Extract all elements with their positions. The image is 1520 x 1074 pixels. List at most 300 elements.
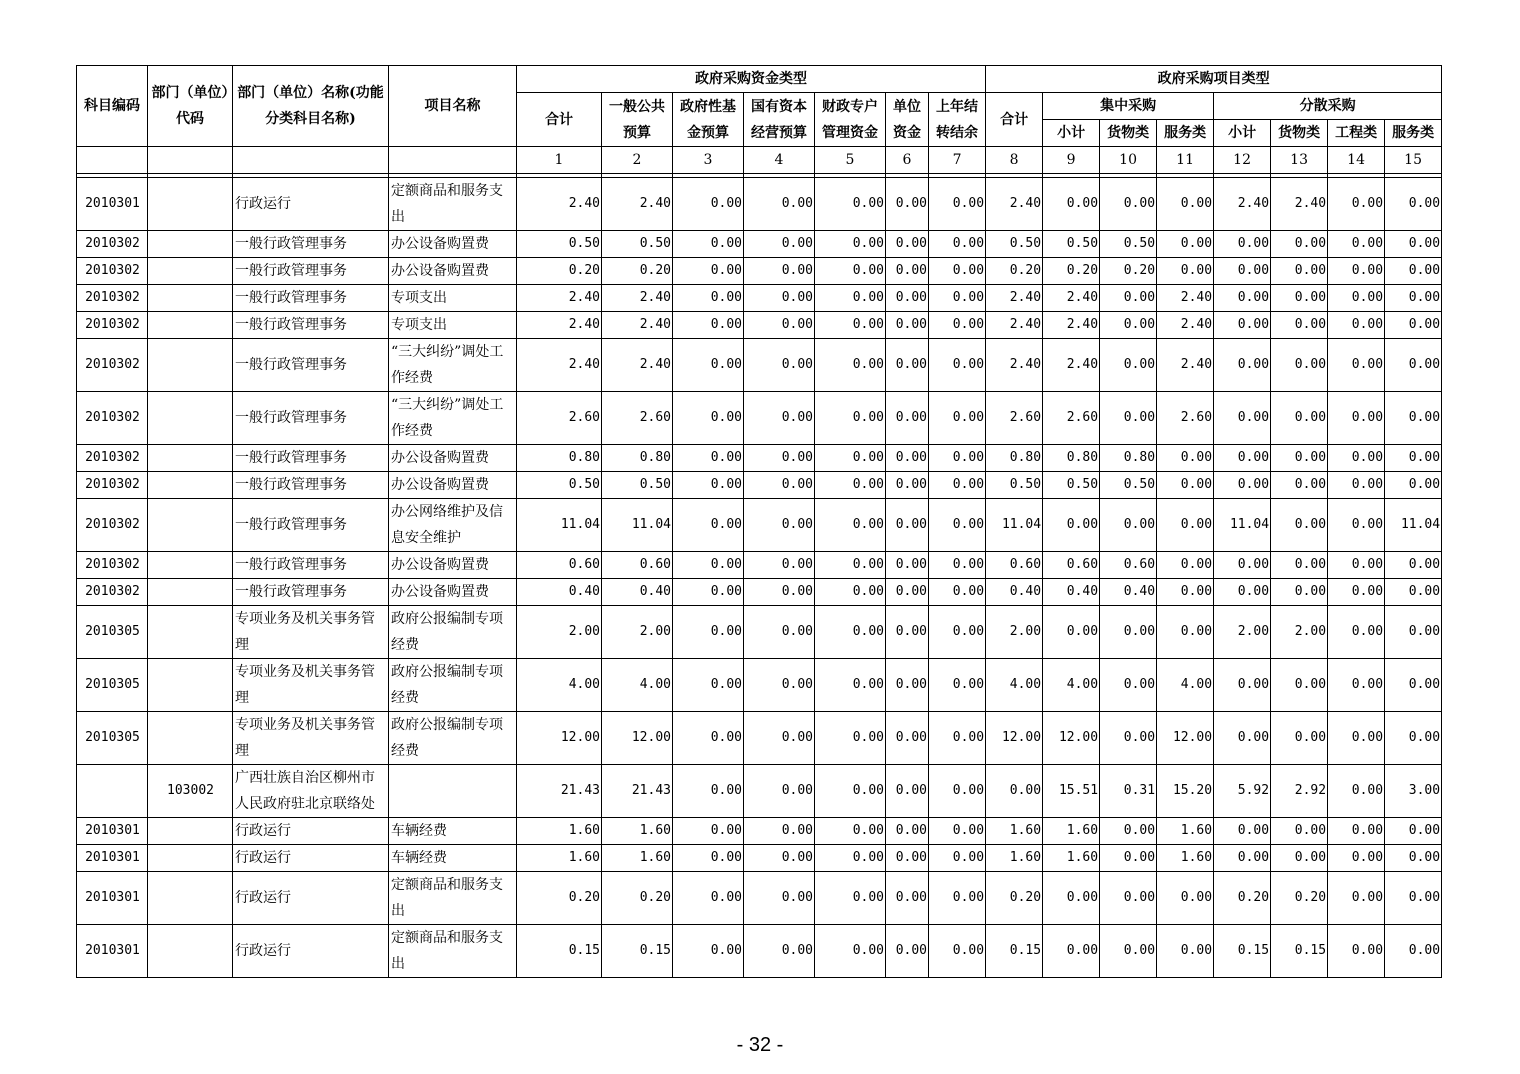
value-cell: 2.40 (602, 339, 673, 392)
value-cell: 0.00 (1271, 552, 1328, 579)
value-cell: 4.00 (1043, 659, 1100, 712)
value-cell: 0.00 (1043, 872, 1100, 925)
value-cell: 2.40 (1157, 312, 1214, 339)
value-cell: 15.20 (1157, 765, 1214, 818)
value-cell: 0.00 (1100, 872, 1157, 925)
value-cell: 0.60 (1100, 552, 1157, 579)
value-cell: 0.00 (929, 499, 986, 552)
table-row (77, 392, 1442, 445)
value-cell: 0.00 (886, 818, 929, 845)
value-cell: 12.00 (602, 712, 673, 765)
value-cell: 21.43 (602, 765, 673, 818)
value-cell: 0.80 (602, 445, 673, 472)
value-cell: 0.00 (1157, 925, 1214, 978)
value-cell: 0.00 (886, 258, 929, 285)
dept-name-cell: 一般行政管理事务 (233, 579, 389, 606)
value-cell: 2.40 (986, 339, 1043, 392)
header-dispersed-col: 货物类 (1271, 120, 1328, 147)
dept-name-cell: 行政运行 (233, 818, 389, 845)
value-cell: 0.00 (1214, 552, 1271, 579)
value-cell: 0.00 (1100, 659, 1157, 712)
value-cell: 4.00 (986, 659, 1043, 712)
value-cell: 0.00 (1328, 312, 1385, 339)
value-cell: 0.00 (1157, 872, 1214, 925)
header-dispersed-col: 工程类 (1328, 120, 1385, 147)
header-dept-name: 部门（单位）名称(功能分类科目名称) (233, 66, 389, 147)
value-cell: 0.00 (744, 579, 815, 606)
value-cell: 0.00 (929, 339, 986, 392)
column-index: 2 (602, 147, 673, 174)
value-cell: 0.00 (929, 472, 986, 499)
subject-code-cell: 2010301 (77, 925, 148, 978)
dept-name-cell: 行政运行 (233, 925, 389, 978)
value-cell: 1.60 (986, 818, 1043, 845)
project-name-cell: 办公设备购置费 (389, 552, 517, 579)
value-cell: 0.00 (1214, 712, 1271, 765)
dept-name-cell: 行政运行 (233, 178, 389, 231)
value-cell: 0.00 (1385, 231, 1442, 258)
value-cell: 0.00 (1328, 606, 1385, 659)
value-cell: 1.60 (1043, 845, 1100, 872)
value-cell: 0.00 (673, 765, 744, 818)
value-cell: 2.40 (602, 178, 673, 231)
table-row (77, 178, 1442, 231)
value-cell: 0.00 (815, 765, 886, 818)
value-cell: 0.00 (1328, 339, 1385, 392)
value-cell: 0.00 (929, 579, 986, 606)
value-cell: 0.50 (986, 231, 1043, 258)
header-dept-code: 部门（单位）代码 (148, 66, 233, 147)
subject-code-cell: 2010305 (77, 606, 148, 659)
value-cell: 0.00 (673, 178, 744, 231)
value-cell: 0.00 (1100, 499, 1157, 552)
value-cell: 0.00 (929, 659, 986, 712)
value-cell: 11.04 (1385, 499, 1442, 552)
table-row (77, 712, 1442, 765)
value-cell: 0.00 (673, 339, 744, 392)
value-cell: 0.20 (517, 872, 602, 925)
value-cell: 0.60 (986, 552, 1043, 579)
value-cell: 0.20 (602, 258, 673, 285)
dept-name-cell: 一般行政管理事务 (233, 285, 389, 312)
value-cell: 0.50 (1100, 472, 1157, 499)
value-cell: 0.00 (1100, 606, 1157, 659)
value-cell: 12.00 (1043, 712, 1100, 765)
value-cell: 2.40 (1043, 285, 1100, 312)
value-cell: 12.00 (1157, 712, 1214, 765)
value-cell: 0.00 (1043, 606, 1100, 659)
value-cell: 2.00 (1271, 606, 1328, 659)
value-cell: 0.00 (886, 845, 929, 872)
header-fund-col: 政府性基金预算 (673, 93, 744, 147)
value-cell: 4.00 (1157, 659, 1214, 712)
dept-name-cell: 一般行政管理事务 (233, 312, 389, 339)
value-cell: 0.40 (1043, 579, 1100, 606)
value-cell: 0.00 (1385, 312, 1442, 339)
dept-code-cell (148, 925, 233, 978)
value-cell: 2.00 (1214, 606, 1271, 659)
value-cell: 0.00 (744, 178, 815, 231)
header-central: 集中采购 (1043, 93, 1214, 120)
value-cell: 0.00 (1214, 312, 1271, 339)
value-cell: 0.00 (815, 845, 886, 872)
project-name-cell: 办公设备购置费 (389, 258, 517, 285)
value-cell: 0.00 (815, 445, 886, 472)
value-cell: 2.60 (517, 392, 602, 445)
value-cell: 0.00 (815, 552, 886, 579)
value-cell: 0.00 (1328, 499, 1385, 552)
value-cell: 0.00 (1271, 258, 1328, 285)
value-cell: 0.00 (1385, 339, 1442, 392)
value-cell: 0.15 (1214, 925, 1271, 978)
value-cell: 0.00 (886, 606, 929, 659)
dept-code-cell (148, 552, 233, 579)
header-fund-type: 政府采购资金类型 (517, 66, 986, 93)
column-index: 7 (929, 147, 986, 174)
header-fund-col: 财政专户管理资金 (815, 93, 886, 147)
value-cell: 0.00 (744, 845, 815, 872)
value-cell: 0.00 (744, 712, 815, 765)
value-cell: 0.00 (886, 392, 929, 445)
table-body (77, 174, 1442, 978)
value-cell: 0.00 (1214, 339, 1271, 392)
value-cell: 0.00 (744, 818, 815, 845)
value-cell: 0.00 (929, 445, 986, 472)
project-name-cell: 定额商品和服务支出 (389, 872, 517, 925)
dept-name-cell: 一般行政管理事务 (233, 472, 389, 499)
dept-code-cell (148, 258, 233, 285)
value-cell: 0.00 (673, 579, 744, 606)
dept-code-cell: 103002 (148, 765, 233, 818)
subject-code-cell: 2010302 (77, 392, 148, 445)
value-cell: 0.00 (1043, 178, 1100, 231)
subject-code-cell: 2010305 (77, 659, 148, 712)
value-cell: 2.40 (1214, 178, 1271, 231)
dept-code-cell (148, 659, 233, 712)
value-cell: 0.00 (744, 231, 815, 258)
value-cell: 0.00 (1157, 231, 1214, 258)
value-cell: 0.00 (1385, 579, 1442, 606)
table-row (77, 606, 1442, 659)
table-row (77, 231, 1442, 258)
value-cell: 2.92 (1271, 765, 1328, 818)
project-name-cell: 专项支出 (389, 312, 517, 339)
value-cell: 0.80 (1043, 445, 1100, 472)
table-header (77, 66, 1442, 174)
value-cell: 2.40 (602, 285, 673, 312)
value-cell: 0.00 (1271, 659, 1328, 712)
column-index: 3 (673, 147, 744, 174)
table-row (77, 818, 1442, 845)
header-central-col: 货物类 (1100, 120, 1157, 147)
value-cell: 1.60 (517, 818, 602, 845)
table-row (77, 445, 1442, 472)
value-cell: 0.00 (1385, 606, 1442, 659)
table-row (77, 925, 1442, 978)
header-item-total: 合计 (986, 93, 1043, 147)
value-cell: 0.00 (673, 872, 744, 925)
subject-code-cell: 2010302 (77, 552, 148, 579)
value-cell: 0.00 (929, 925, 986, 978)
value-cell: 0.00 (744, 606, 815, 659)
subject-code-cell: 2010305 (77, 712, 148, 765)
value-cell: 0.00 (1385, 925, 1442, 978)
project-name-cell: 车辆经费 (389, 845, 517, 872)
value-cell: 0.00 (673, 445, 744, 472)
value-cell: 0.00 (1214, 845, 1271, 872)
value-cell: 0.00 (673, 312, 744, 339)
value-cell: 0.00 (929, 818, 986, 845)
value-cell: 0.00 (1328, 579, 1385, 606)
value-cell: 0.00 (673, 472, 744, 499)
value-cell: 0.00 (1157, 178, 1214, 231)
value-cell: 0.00 (929, 872, 986, 925)
value-cell: 0.60 (517, 552, 602, 579)
value-cell: 2.60 (1157, 392, 1214, 445)
value-cell: 0.00 (1385, 392, 1442, 445)
value-cell: 0.00 (744, 872, 815, 925)
value-cell: 0.00 (1214, 258, 1271, 285)
dept-code-cell (148, 818, 233, 845)
value-cell: 0.00 (815, 872, 886, 925)
subject-code-cell: 2010302 (77, 258, 148, 285)
page-number: - 32 - (736, 1034, 784, 1056)
table-row (77, 499, 1442, 552)
table-row (77, 845, 1442, 872)
value-cell: 0.00 (929, 392, 986, 445)
dept-name-cell: 广西壮族自治区柳州市人民政府驻北京联络处 (233, 765, 389, 818)
value-cell: 0.00 (886, 339, 929, 392)
project-name-cell: 车辆经费 (389, 818, 517, 845)
value-cell: 0.00 (886, 579, 929, 606)
value-cell: 0.00 (929, 231, 986, 258)
subject-code-cell: 2010301 (77, 872, 148, 925)
dept-name-cell: 一般行政管理事务 (233, 392, 389, 445)
procurement-table (76, 65, 1442, 978)
value-cell: 0.00 (673, 659, 744, 712)
value-cell: 0.00 (744, 312, 815, 339)
value-cell: 0.00 (1100, 312, 1157, 339)
dept-code-cell (148, 472, 233, 499)
value-cell: 0.00 (886, 312, 929, 339)
value-cell: 0.00 (1100, 845, 1157, 872)
value-cell: 0.00 (886, 712, 929, 765)
header-fund-col: 上年结转结余 (929, 93, 986, 147)
subject-code-cell: 2010301 (77, 818, 148, 845)
value-cell: 0.00 (1214, 445, 1271, 472)
dept-code-cell (148, 606, 233, 659)
value-cell: 0.00 (1328, 445, 1385, 472)
value-cell: 0.00 (886, 445, 929, 472)
value-cell: 0.00 (886, 499, 929, 552)
value-cell: 0.00 (886, 178, 929, 231)
value-cell: 2.40 (602, 312, 673, 339)
value-cell: 0.00 (1157, 472, 1214, 499)
value-cell: 0.00 (1271, 499, 1328, 552)
value-cell: 0.00 (929, 312, 986, 339)
value-cell: 5.92 (1214, 765, 1271, 818)
value-cell: 0.00 (1271, 472, 1328, 499)
value-cell: 0.80 (1100, 445, 1157, 472)
table-row (77, 285, 1442, 312)
project-name-cell: 政府公报编制专项经费 (389, 659, 517, 712)
value-cell: 0.00 (1214, 392, 1271, 445)
value-cell: 0.00 (1100, 925, 1157, 978)
header-item-type: 政府采购项目类型 (986, 66, 1442, 93)
value-cell: 0.00 (1385, 258, 1442, 285)
header-dispersed-col: 小计 (1214, 120, 1271, 147)
value-cell: 3.00 (1385, 765, 1442, 818)
value-cell: 0.50 (986, 472, 1043, 499)
value-cell: 0.00 (1385, 552, 1442, 579)
value-cell: 0.00 (1043, 499, 1100, 552)
value-cell: 0.00 (1100, 339, 1157, 392)
value-cell: 0.00 (673, 606, 744, 659)
value-cell: 0.00 (929, 765, 986, 818)
dept-name-cell: 一般行政管理事务 (233, 445, 389, 472)
dept-code-cell (148, 579, 233, 606)
value-cell: 0.00 (1385, 472, 1442, 499)
value-cell: 0.00 (744, 285, 815, 312)
value-cell: 0.00 (1271, 445, 1328, 472)
value-cell: 0.20 (1214, 872, 1271, 925)
value-cell: 0.00 (1328, 872, 1385, 925)
value-cell: 2.40 (986, 312, 1043, 339)
value-cell: 0.00 (744, 392, 815, 445)
header-dispersed-col: 服务类 (1385, 120, 1442, 147)
value-cell: 0.00 (744, 659, 815, 712)
value-cell: 0.00 (1328, 258, 1385, 285)
value-cell: 0.50 (1043, 231, 1100, 258)
value-cell: 0.20 (517, 258, 602, 285)
dept-name-cell: 一般行政管理事务 (233, 231, 389, 258)
value-cell: 0.00 (815, 392, 886, 445)
value-cell: 0.00 (1100, 178, 1157, 231)
value-cell: 0.00 (929, 712, 986, 765)
value-cell: 0.00 (815, 285, 886, 312)
value-cell: 1.60 (986, 845, 1043, 872)
table-row (77, 312, 1442, 339)
value-cell: 0.00 (815, 579, 886, 606)
value-cell: 0.00 (886, 472, 929, 499)
dept-name-cell: 一般行政管理事务 (233, 258, 389, 285)
value-cell: 0.00 (673, 552, 744, 579)
value-cell: 0.00 (1271, 231, 1328, 258)
value-cell: 0.00 (886, 765, 929, 818)
value-cell: 0.00 (673, 818, 744, 845)
column-index: 14 (1328, 147, 1385, 174)
column-index: 12 (1214, 147, 1271, 174)
project-name-cell: 专项支出 (389, 285, 517, 312)
dept-code-cell (148, 285, 233, 312)
value-cell: 11.04 (986, 499, 1043, 552)
value-cell: 0.00 (1328, 552, 1385, 579)
value-cell: 2.40 (517, 312, 602, 339)
value-cell: 0.00 (1100, 392, 1157, 445)
value-cell: 0.00 (1271, 712, 1328, 765)
column-index: 11 (1157, 147, 1214, 174)
value-cell: 0.00 (744, 339, 815, 392)
value-cell: 0.20 (986, 872, 1043, 925)
value-cell: 0.00 (744, 445, 815, 472)
value-cell: 0.80 (986, 445, 1043, 472)
project-name-cell: “三大纠纷”调处工作经费 (389, 339, 517, 392)
value-cell: 0.00 (744, 765, 815, 818)
header-fund-col: 一般公共预算 (602, 93, 673, 147)
value-cell: 12.00 (517, 712, 602, 765)
value-cell: 0.00 (1157, 499, 1214, 552)
value-cell: 0.20 (986, 258, 1043, 285)
value-cell: 0.00 (1157, 445, 1214, 472)
project-name-cell: 政府公报编制专项经费 (389, 606, 517, 659)
value-cell: 0.00 (1157, 579, 1214, 606)
value-cell: 0.50 (517, 231, 602, 258)
value-cell: 0.00 (1385, 659, 1442, 712)
dept-name-cell: 行政运行 (233, 845, 389, 872)
value-cell: 1.60 (517, 845, 602, 872)
value-cell: 0.00 (673, 285, 744, 312)
project-name-cell: 办公网络维护及信息安全维护 (389, 499, 517, 552)
value-cell: 0.00 (815, 818, 886, 845)
value-cell: 0.00 (1214, 285, 1271, 312)
dept-name-cell: 一般行政管理事务 (233, 499, 389, 552)
dept-code-cell (148, 231, 233, 258)
value-cell: 0.15 (1271, 925, 1328, 978)
value-cell: 0.00 (1214, 472, 1271, 499)
value-cell: 0.15 (986, 925, 1043, 978)
value-cell: 0.00 (673, 499, 744, 552)
header-central-col: 服务类 (1157, 120, 1214, 147)
dept-code-cell (148, 392, 233, 445)
value-cell: 0.50 (517, 472, 602, 499)
subject-code-cell: 2010302 (77, 312, 148, 339)
dept-name-cell: 行政运行 (233, 872, 389, 925)
value-cell: 0.50 (1043, 472, 1100, 499)
subject-code-cell: 2010302 (77, 499, 148, 552)
table-row (77, 258, 1442, 285)
value-cell: 1.60 (602, 845, 673, 872)
dept-code-cell (148, 499, 233, 552)
header-fund-col: 单位资金 (886, 93, 929, 147)
value-cell: 0.00 (1214, 818, 1271, 845)
value-cell: 0.00 (815, 258, 886, 285)
value-cell: 0.00 (815, 178, 886, 231)
value-cell: 1.60 (602, 818, 673, 845)
value-cell: 2.40 (1043, 312, 1100, 339)
subject-code-cell: 2010302 (77, 339, 148, 392)
value-cell: 0.00 (886, 925, 929, 978)
value-cell: 0.00 (815, 339, 886, 392)
value-cell: 0.00 (815, 499, 886, 552)
project-name-cell: 政府公报编制专项经费 (389, 712, 517, 765)
project-name-cell: 办公设备购置费 (389, 445, 517, 472)
value-cell: 0.00 (1328, 472, 1385, 499)
value-cell: 0.00 (886, 872, 929, 925)
value-cell: 0.00 (744, 258, 815, 285)
value-cell: 0.00 (744, 925, 815, 978)
value-cell: 0.00 (1214, 579, 1271, 606)
value-cell: 4.00 (517, 659, 602, 712)
value-cell: 0.00 (1157, 258, 1214, 285)
value-cell: 0.00 (1214, 659, 1271, 712)
header-subject-code: 科目编码 (77, 66, 148, 147)
value-cell: 0.00 (1328, 392, 1385, 445)
subject-code-cell: 2010302 (77, 285, 148, 312)
value-cell: 0.00 (1328, 765, 1385, 818)
value-cell: 0.00 (815, 231, 886, 258)
value-cell: 1.60 (1157, 845, 1214, 872)
value-cell: 0.00 (1385, 712, 1442, 765)
